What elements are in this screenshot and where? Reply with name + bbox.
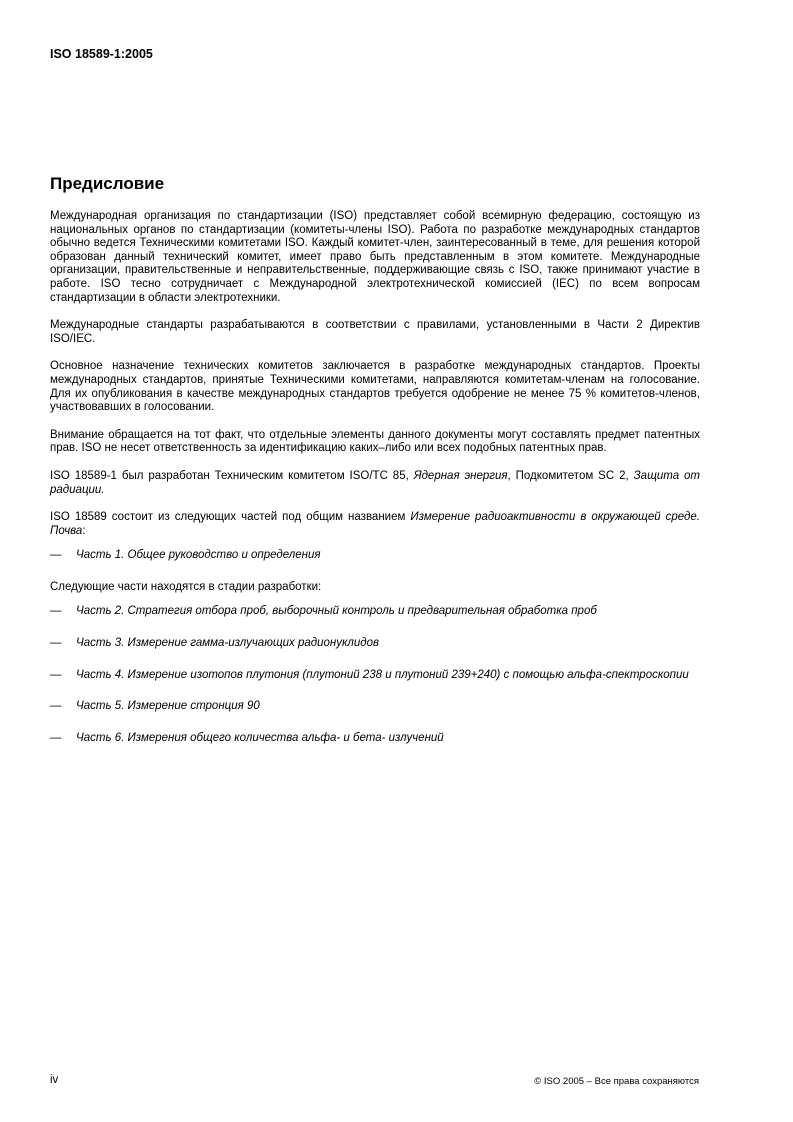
list-item-part-3 — [50, 637, 700, 651]
list-item-part-1 — [50, 549, 700, 563]
part-5-title: Часть 5. Измерение стронция 90 — [76, 700, 260, 713]
part-1-title: Часть 1. Общее руководство и определения — [76, 549, 321, 562]
dash-bullet: — — [50, 637, 62, 650]
paragraph-iso-organization: Международная организация по стандартизации (ISO) представляет собой всемирную федерацию, состоящую из национальных органов по стандартизации (комитеты-члены ISO). Работа по разработке международных стандартов обычно ведется Техническими комитетами ISO. Каждый комитет-член, заинтересованный в теме, для решения которой образован данный технический комитет, имеет право быть представленным в этом комитете. Международные организации, правительственные и неправительственные, поддерживающие связь с ISO, также принимают участие в работе. ISO тесно сотрудничает с Международной электротехнической комиссией (IEC) по всем вопросам стандартизации в области электротехники. — [50, 210, 700, 304]
part-3-title: Часть 3. Измерение гамма-излучающих радионуклидов — [76, 637, 380, 650]
paragraph-in-development: Следующие части находятся в стадии разработки: — [50, 580, 322, 593]
paragraph-technical-committees: Основное назначение технических комитетов заключается в разработке международных стандартов. Проекты международных стандартов, принятые Техническими комитетами, направляются комитетам-членам на голосование. Для их опубликования в качестве международных стандартов требуется одобрение не менее 75 % комитетов-членов, участвовавших в голосовании. — [50, 360, 700, 414]
copyright-notice: © ISO 2005 – Все права сохраняются — [534, 1076, 699, 1087]
dash-bullet: — — [50, 700, 62, 713]
part-6-title: Часть 6. Измерения общего количества альфа- и бета- излучений — [76, 731, 444, 744]
committee-text-start: ISO 18589-1 был разработан Техническим комитетом ISO/TC 85, — [50, 469, 414, 482]
paragraph-series-parts — [50, 511, 700, 538]
document-body — [50, 210, 700, 763]
dash-bullet: — — [50, 549, 62, 562]
subcommittee-name: Защита от радиации. — [50, 469, 701, 496]
paragraph-directives: Международные стандарты разрабатываются в соответствии с правилами, установленными в Части 2 Директив ISO/IEC. — [50, 319, 700, 345]
paragraph-committee-origin — [50, 470, 700, 497]
page-number: iv — [50, 1074, 59, 1086]
list-item-part-2 — [50, 605, 700, 619]
part-2-title: Часть 2. Стратегия отбора проб, выборочный контроль и предварительная обработка проб — [76, 605, 597, 618]
series-text-start: ISO 18589 состоит из следующих частей под общим названием — [50, 511, 411, 524]
series-text-end: : — [82, 524, 86, 537]
part-4-title: Часть 4. Измерение изотопов плутония (плутоний 238 и плутоний 239+240) с помощью альфа-спектроскопии — [76, 668, 689, 681]
dash-bullet: — — [50, 605, 62, 618]
committee-text-mid: , Подкомитетом SC 2, — [507, 469, 634, 482]
list-item-part-5 — [50, 700, 700, 714]
list-item-part-6 — [50, 732, 700, 746]
document-id: ISO 18589-1:2005 — [50, 47, 153, 61]
series-title: Измерение радиоактивности в окружающей среде. Почва — [50, 511, 700, 537]
dash-bullet: — — [50, 731, 62, 744]
list-item-part-4 — [50, 669, 700, 683]
committee-name: Ядерная энергия — [413, 469, 508, 482]
paragraph-patent-rights: Внимание обращается на тот факт, что отдельные элементы данного документы могут составлять предмет патентных прав. ISO не несет ответственность за идентификацию каких–либо или всех подобных патентных прав. — [50, 428, 700, 455]
dash-bullet: — — [50, 668, 62, 681]
page-title: Предисловие — [50, 174, 165, 193]
